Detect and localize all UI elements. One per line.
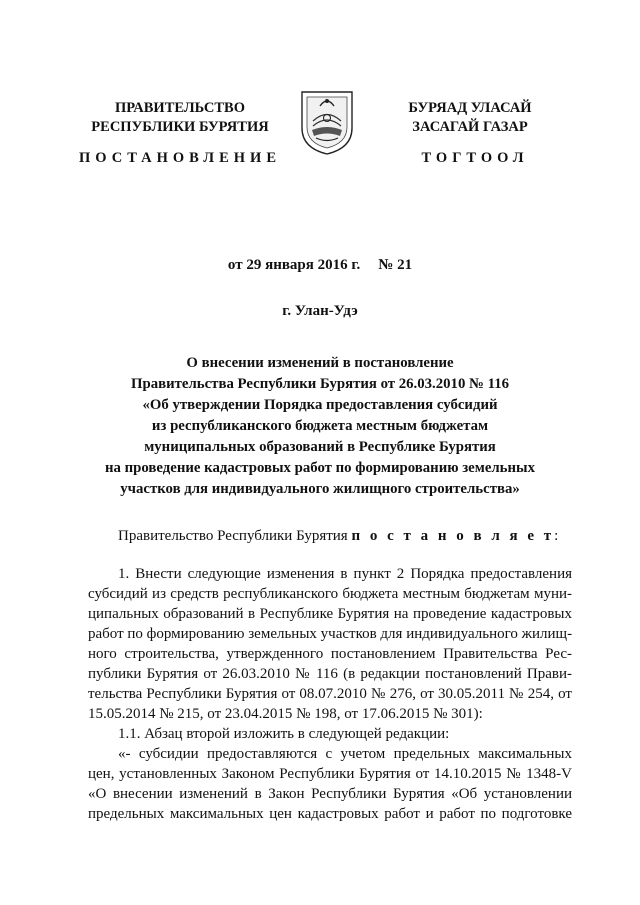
body-paragraphs <box>88 564 572 824</box>
title-line: на проведение кадастровых работ по формированию земельных <box>105 460 535 476</box>
document-title <box>60 353 580 500</box>
doc-kind-left: ПОСТАНОВЛЕНИЕ <box>78 150 281 166</box>
coat-of-arms-icon <box>298 88 356 156</box>
title-line: из республиканского бюджета местным бюджетам <box>151 418 489 434</box>
intro-suffix: : <box>554 528 559 544</box>
body-line: «- субсидии предоставляются с учетом предельных максимальных <box>118 746 572 762</box>
doc-kind-right: ТОГТООЛ <box>421 150 529 166</box>
body-line: публики Бурятия от 26.03.2010 № 116 (в редакции постановлений Прави- <box>88 666 572 682</box>
body-line: ного строительства, утвержденного постановлением Правительства Рес- <box>88 646 572 662</box>
intro-line <box>88 526 572 546</box>
issuer-left-line1: ПРАВИТЕЛЬСТВО <box>115 100 245 116</box>
body-line: «О внесении изменений в Закон Республики Бурятия «Об установлении <box>88 786 572 802</box>
resolution-intro <box>88 526 572 546</box>
body-line: предельных максимальных цен кадастровых работ и работ по подготовке <box>88 806 572 822</box>
body-line: 1. Внести следующие изменения в пункт 2 Порядка предоставления <box>118 566 572 582</box>
title-line: Правительства Республики Бурятия от 26.03.2010 № 116 <box>131 376 509 392</box>
title-line: муниципальных образований в Республике Бурятия <box>144 439 496 455</box>
issuer-left <box>70 99 290 137</box>
intro-emphasis: п о с т а н о в л я е т <box>351 528 555 544</box>
date-line <box>0 257 640 274</box>
body-line: 1.1. Абзац второй изложить в следующей редакции: <box>118 726 450 742</box>
city: г. Улан-Удэ <box>282 303 358 319</box>
body-line: ципальных образований в Республике Бурятия на проведение кадастровых <box>88 606 572 622</box>
issuer-right <box>360 99 580 137</box>
title-line: О внесении изменений в постановление <box>186 355 454 371</box>
document-date: от 29 января 2016 г. <box>227 257 361 273</box>
issuer-left-line2: РЕСПУБЛИКИ БУРЯТИЯ <box>91 119 269 135</box>
document-number: № 21 <box>378 257 413 273</box>
body-line: тельства Республики Бурятия от 08.07.2010 № 276, от 30.05.2011 № 254, от <box>88 686 572 702</box>
body-line: работ по формированию земельных участков для индивидуального жилищ- <box>88 626 573 642</box>
body-line: цен, установленных Законом Республики Бурятия от 14.10.2015 № 1348-V <box>88 766 572 782</box>
issuer-right-line1: БУРЯАД УЛАСАЙ <box>408 100 532 116</box>
title-line: участков для индивидуального жилищного строительства» <box>120 481 520 497</box>
title-line: «Об утверждении Порядка предоставления субсидий <box>142 397 498 413</box>
body-line: субсидий из средств республиканского бюджета местным бюджетам муни- <box>88 586 572 602</box>
intro-prefix: Правительство Республики Бурятия <box>118 528 352 544</box>
issuer-right-line2: ЗАСАГАЙ ГАЗАР <box>412 119 528 135</box>
body-line: 15.05.2014 № 215, от 23.04.2015 № 198, от 17.06.2015 № 301): <box>88 706 483 722</box>
